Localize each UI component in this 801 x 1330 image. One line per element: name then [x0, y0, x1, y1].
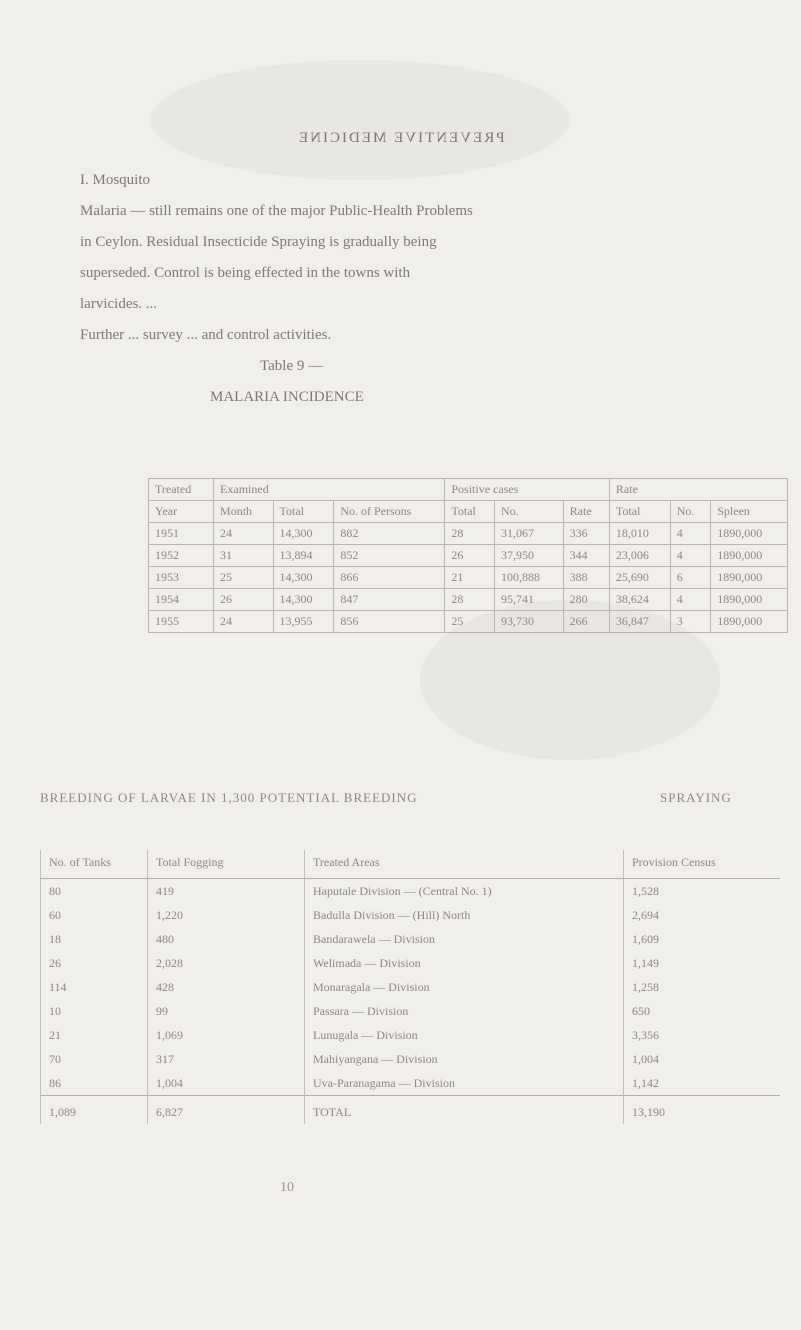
table-cell: 852: [334, 545, 445, 567]
table-cell: 28: [445, 523, 495, 545]
table-cell: 428: [148, 975, 305, 999]
table-cell: 36,847: [609, 611, 670, 633]
table-cell: 1952: [149, 545, 214, 567]
breeding-table: [40, 850, 780, 1124]
para-line: superseded. Control is being effected in the towns with: [80, 265, 411, 281]
table-cell: 1,089: [41, 1096, 148, 1125]
table-cell: 6,827: [148, 1096, 305, 1125]
table-cell: 13,894: [273, 545, 334, 567]
table-header: Examined: [214, 479, 445, 501]
table-cell: 3: [670, 611, 711, 633]
table-header-row: [41, 850, 781, 879]
table-body: [149, 523, 788, 633]
table-cell: Bandarawela — Division: [305, 927, 624, 951]
table-row: [41, 999, 781, 1023]
table-cell: Lunugala — Division: [305, 1023, 624, 1047]
table-row: [149, 545, 788, 567]
table-cell: 70: [41, 1047, 148, 1071]
para-line: in Ceylon. Residual Insecticide Spraying is gradually being: [80, 234, 437, 250]
table-cell: 6: [670, 567, 711, 589]
table-cell: 1,149: [624, 951, 781, 975]
table-cell: 419: [148, 879, 305, 904]
table-subheader: No.: [494, 501, 563, 523]
table-subheader: Total: [445, 501, 495, 523]
table-cell: 86: [41, 1071, 148, 1096]
table-cell: 1953: [149, 567, 214, 589]
table-cell: 25: [445, 611, 495, 633]
table-row: [149, 523, 788, 545]
section-title-right-text: SPRAYING: [660, 790, 732, 805]
table-cell: 26: [41, 951, 148, 975]
table-cell: Haputale Division — (Central No. 1): [305, 879, 624, 904]
table-subheader: Total: [273, 501, 334, 523]
table-header: Provision Census: [624, 850, 781, 879]
table-cell: 38,624: [609, 589, 670, 611]
table-subheader: No. of Persons: [334, 501, 445, 523]
table-cell: 60: [41, 903, 148, 927]
table-subheader: Year: [149, 501, 214, 523]
table-cell: 650: [624, 999, 781, 1023]
table-cell: 1,220: [148, 903, 305, 927]
table-cell: Mahiyangana — Division: [305, 1047, 624, 1071]
table-cell: 280: [563, 589, 609, 611]
table-cell: 1,609: [624, 927, 781, 951]
table-row: [41, 1023, 781, 1047]
table-row: [149, 567, 788, 589]
table-cell: 14,300: [273, 523, 334, 545]
table-cell: 13,190: [624, 1096, 781, 1125]
table-cell: 114: [41, 975, 148, 999]
show-through-stain: [150, 60, 570, 180]
table-header: Total Fogging: [148, 850, 305, 879]
page-heading: [0, 130, 801, 147]
section-title-text: BREEDING OF LARVAE IN 1,300 POTENTIAL BREEDING: [40, 790, 418, 805]
table-cell: 21: [445, 567, 495, 589]
table-cell: 2,694: [624, 903, 781, 927]
page-number: 10: [280, 1180, 294, 1195]
table-subheader: No.: [670, 501, 711, 523]
table-cell: 1,069: [148, 1023, 305, 1047]
table-cell: TOTAL: [305, 1096, 624, 1125]
table-subheader: Total: [609, 501, 670, 523]
table-row: [41, 903, 781, 927]
table-cell: 3,356: [624, 1023, 781, 1047]
table-cell: 25: [214, 567, 274, 589]
table-cell: 25,690: [609, 567, 670, 589]
table-cell: 1890,000: [711, 611, 788, 633]
para-line: larvicides. ...: [80, 296, 158, 312]
para-line: Further ... survey ... and control activities.: [80, 327, 332, 343]
table-subheader: Spleen: [711, 501, 788, 523]
table-header: Positive cases: [445, 479, 610, 501]
table-cell: 95,741: [494, 589, 563, 611]
table-cell: 10: [41, 999, 148, 1023]
table-row: [149, 611, 788, 633]
table-header: No. of Tanks: [41, 850, 148, 879]
table-cell: 1,004: [148, 1071, 305, 1096]
table-cell: 856: [334, 611, 445, 633]
table-subheader-row: [149, 501, 788, 523]
table-cell: 4: [670, 523, 711, 545]
table-cell: 14,300: [273, 589, 334, 611]
table-cell: 266: [563, 611, 609, 633]
section-title-right: [660, 790, 732, 806]
table-cell: Welimada — Division: [305, 951, 624, 975]
table-row: [149, 589, 788, 611]
table-cell: 14,300: [273, 567, 334, 589]
table-cell: 31: [214, 545, 274, 567]
table-cell: 4: [670, 589, 711, 611]
table-cell: 18: [41, 927, 148, 951]
table-cell: 1954: [149, 589, 214, 611]
table-row: [41, 879, 781, 904]
table-header: Rate: [609, 479, 787, 501]
table-cell: 31,067: [494, 523, 563, 545]
table-cell: 882: [334, 523, 445, 545]
table-cell: 13,955: [273, 611, 334, 633]
table-cell: 80: [41, 879, 148, 904]
table-row: [41, 1047, 781, 1071]
table-cell: 100,888: [494, 567, 563, 589]
table-row: [41, 927, 781, 951]
table-cell: 37,950: [494, 545, 563, 567]
malaria-incidence-table: [148, 478, 788, 633]
table-cell: 2,028: [148, 951, 305, 975]
table-header-row: [149, 479, 788, 501]
table-cell: 28: [445, 589, 495, 611]
table-cell: Badulla Division — (Hill) North: [305, 903, 624, 927]
table-cell: 1,004: [624, 1047, 781, 1071]
table-cell: 1,258: [624, 975, 781, 999]
table-subheader: Rate: [563, 501, 609, 523]
table-row: [41, 975, 781, 999]
table-cell: 93,730: [494, 611, 563, 633]
table-cell: 18,010: [609, 523, 670, 545]
table-cell: 336: [563, 523, 609, 545]
table-cell: 4: [670, 545, 711, 567]
table-row: [41, 1071, 781, 1096]
para-line: Malaria — still remains one of the major Public-Health Problems: [80, 203, 473, 219]
table-cell: Passara — Division: [305, 999, 624, 1023]
table-cell: 1890,000: [711, 567, 788, 589]
table-footer-row: [41, 1096, 781, 1125]
table-cell: 24: [214, 523, 274, 545]
table-cell: 847: [334, 589, 445, 611]
table-header: Treated: [149, 479, 214, 501]
para-line: Table 9 —: [260, 358, 324, 374]
table-cell: 388: [563, 567, 609, 589]
table-cell: 1951: [149, 523, 214, 545]
table-subheader: Month: [214, 501, 274, 523]
table-cell: 866: [334, 567, 445, 589]
page-heading-text: PREVENTIVE MEDICINE: [296, 130, 505, 146]
table-row: [41, 951, 781, 975]
table-cell: 24: [214, 611, 274, 633]
para-line: I. Mosquito: [80, 172, 151, 188]
table-cell: 1,142: [624, 1071, 781, 1096]
table-cell: 480: [148, 927, 305, 951]
table-cell: 1890,000: [711, 523, 788, 545]
section-title: [40, 790, 418, 806]
table-cell: 1,528: [624, 879, 781, 904]
table-cell: Monaragala — Division: [305, 975, 624, 999]
table-cell: 21: [41, 1023, 148, 1047]
para-line: MALARIA INCIDENCE: [210, 389, 364, 405]
table-cell: 23,006: [609, 545, 670, 567]
table-cell: 1890,000: [711, 545, 788, 567]
table-cell: 1955: [149, 611, 214, 633]
table-cell: 26: [214, 589, 274, 611]
table-cell: 99: [148, 999, 305, 1023]
table-header: Treated Areas: [305, 850, 624, 879]
table-cell: 1890,000: [711, 589, 788, 611]
table-cell: 26: [445, 545, 495, 567]
table-cell: Uva-Paranagama — Division: [305, 1071, 624, 1096]
table-cell: 317: [148, 1047, 305, 1071]
table-cell: 344: [563, 545, 609, 567]
table-body: [41, 879, 781, 1096]
body-paragraph: [80, 165, 760, 413]
